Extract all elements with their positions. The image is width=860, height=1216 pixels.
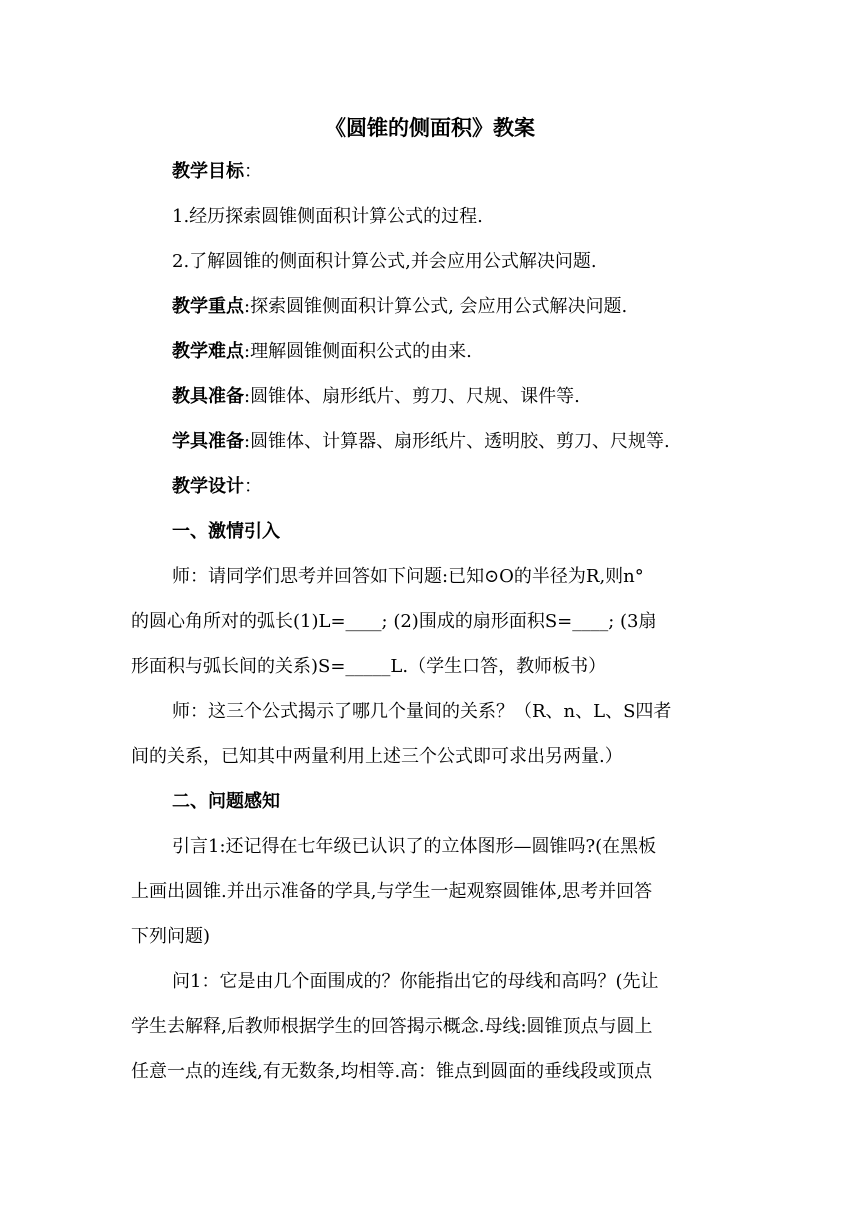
section-label: 教具准备	[172, 386, 244, 407]
paragraph-line	[131, 1058, 731, 1086]
line-text: 师：请同学们思考并回答如下问题:已知⊙O的半径为R,则n°	[172, 566, 644, 587]
paragraph-line	[131, 743, 731, 771]
paragraph-line	[131, 1013, 731, 1041]
paragraph-line	[131, 608, 731, 636]
line-text: 学生去解释,后教师根据学生的回答揭示概念.母线:圆锥顶点与圆上	[131, 1016, 653, 1037]
line-text: 问1：它是由几个面围成的？你能指出它的母线和高吗？(先让	[172, 971, 659, 992]
line-text: 2.了解圆锥的侧面积计算公式,并会应用公式解决问题.	[172, 251, 597, 272]
section-heading-2	[131, 788, 772, 816]
line-text: :探索圆锥侧面积计算公式, 会应用公式解决问题.	[244, 296, 628, 317]
paragraph-line	[131, 653, 731, 681]
line-text: :理解圆锥侧面积公式的由来.	[244, 341, 472, 362]
text-line	[131, 203, 772, 231]
section-label: 学具准备	[172, 431, 244, 452]
section-label: 教学难点	[172, 341, 244, 362]
text-line-teaching-aids	[131, 383, 772, 411]
paragraph-line	[131, 563, 772, 591]
line-text: 间的关系，已知其中两量利用上述三个公式即可求出另两量.）	[131, 746, 623, 767]
paragraph-line	[131, 968, 772, 996]
paragraph-line	[131, 833, 772, 861]
text-line-student-aids	[131, 428, 772, 456]
text-line	[131, 248, 772, 276]
line-text: 1.经历探索圆锥侧面积计算公式的过程.	[172, 206, 483, 227]
document-title: 《圆锥的侧面积》教案	[325, 116, 535, 140]
section-label: 教学重点	[172, 296, 244, 317]
line-text: ：	[244, 476, 262, 497]
line-text: :圆锥体、计算器、扇形纸片、透明胶、剪刀、尺规等.	[244, 431, 670, 452]
section-label: 教学目标	[172, 161, 244, 182]
section-label: 二、问题感知	[172, 791, 280, 812]
line-text: 上画出圆锥.并出示准备的学具,与学生一起观察圆锥体,思考并回答	[131, 881, 653, 902]
section-label: 一、激情引入	[172, 521, 280, 542]
line-text: 下列问题)	[131, 926, 211, 947]
line-text: 引言1:还记得在七年级已认识了的立体图形—圆锥吗?(在黑板	[172, 836, 657, 857]
text-line-difficult-points	[131, 338, 772, 366]
text-line-key-points	[131, 293, 772, 321]
line-text: 形面积与弧长间的关系)S=_____L.（学生口答，教师板书）	[131, 656, 607, 677]
section-label: 教学设计	[172, 476, 244, 497]
text-line-teaching-design	[131, 473, 772, 501]
line-text: ：	[244, 161, 262, 182]
line-text: 的圆心角所对的弧长(1)L=____; (2)围成的扇形面积S=____; (3扇	[131, 611, 657, 632]
line-text: :圆锥体、扇形纸片、剪刀、尺规、课件等.	[244, 386, 580, 407]
paragraph-line	[131, 698, 772, 726]
section-heading-1	[131, 518, 772, 546]
line-text: 师：这三个公式揭示了哪几个量间的关系？（R、n、L、S四者	[172, 701, 672, 722]
text-line-teaching-goals	[131, 158, 772, 186]
paragraph-line	[131, 923, 731, 951]
line-text: 任意一点的连线,有无数条,均相等.高：锥点到圆面的垂线段或顶点	[131, 1061, 653, 1082]
paragraph-line	[131, 878, 731, 906]
